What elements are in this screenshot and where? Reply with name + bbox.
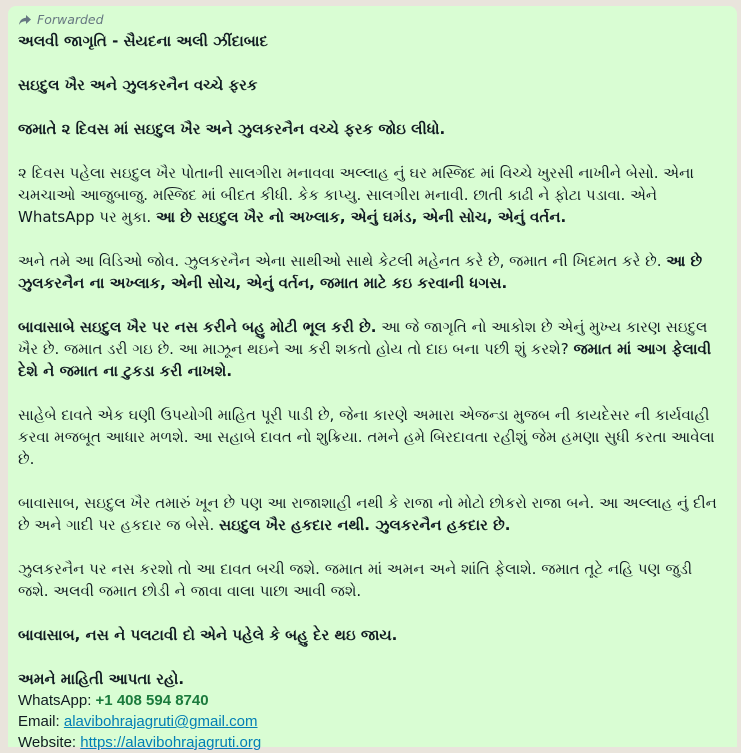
paragraph-nass: ઝુલકરનૈન પર નસ કરશો તો આ દાવત બચી જશે. જમાત માં અમન અને શાંતિ ફેલાશે. જમાત તૂટે નહિ પણ જુડી જશે. અલવી જમાત છોડી ને જાવા વાલા પાછા આવી જશે. xyxy=(18,560,693,600)
forward-arrow-icon xyxy=(18,14,32,26)
website-link[interactable]: https://alavibohrajagruti.org xyxy=(80,734,262,751)
closing-line: અમને માહિતી આપતા રહો. xyxy=(18,670,185,688)
heading-jamat-saw: જમાતે ૨ દિવસ માં સઇદુલ ખૈર અને ઝુલકરનૈન વચ્ચે ફરક જોઇ લીધો. xyxy=(18,120,446,138)
contact-whatsapp: WhatsApp: +1 408 594 8740 xyxy=(18,692,209,709)
forwarded-indicator xyxy=(18,12,727,28)
forwarded-label: Forwarded xyxy=(37,12,104,27)
paragraph-rightful: બાવાસાબ, સઇદુલ ખૈર તમારું ખૂન છે પણ આ રાજાશાહી નથી કે રાજા નો મોટો છોકરો રાજા બને. આ અલ્લાહ નું દીન છે અને ગાદી પર હકદાર જ બેસે. સઇદુલ ખૈર હકદાર નથી. ઝુલકરનૈન હકદાર છે. xyxy=(18,494,717,534)
paragraph-mistake: બાવાસાબે સઇદુલ ખૈર પર નસ કરીને બહુ મોટી ભૂલ કરી છે. આ જે જાગૃતિ નો આકોશ છે એનું મુખ્ય કારણ સઇદુલ ખૈર છે. જમાત ડરી ગઇ છે. આ માઝૂન થઇને આ કરી શકતો હોય તો દાઇ બના પછી શું કરશે? જમાત માં આગ ફેલાવી દેશે ને જમાત ના ટુકડા કરી નાખશે. xyxy=(18,318,712,380)
contact-website: Website: https://alavibohrajagruti.org xyxy=(18,734,262,751)
email-link[interactable]: alavibohrajagruti@gmail.com xyxy=(63,713,258,730)
heading-difference: સઇદુલ ખૈર અને ઝુલકરનૈન વચ્ચે ફરક xyxy=(18,76,258,94)
paragraph-dawat-info: સાહેબે દાવતે એક ઘણી ઉપયોગી માહિત પૂરી પાડી છે, જેના કારણે અમારા એજન્ડા મુજબ ની કાયદેસર ની કાર્યવાહી કરવા મજબૂત આધાર મળશે. આ સહાબે દાવત નો શુક્રિયા. તમને હમે બિરદાવતા રહીશું જેમ હમણા સુધી કરતા આવેલા છે. xyxy=(18,406,715,468)
paragraph-video: અને તમે આ વિડિઓ જોવ. ઝુલકરનૈન એના સાથીઓ સાથે કેટલી મહેનત કરે છે, જમાત ની ખિદમત કરે છે. આ છે ઝુલકરનૈન ના અખ્લાક, એની સોચ, એનું વર્તન, જમાત માટે કઇ કરવાની ધગસ. xyxy=(18,252,703,292)
message-title: અલવી જાગૃતિ - સૈયદના અલી ઝીંદાબાદ xyxy=(18,32,268,50)
whatsapp-phone-link[interactable]: +1 408 594 8740 xyxy=(95,692,209,709)
message-bubble[interactable] xyxy=(8,6,737,751)
paragraph-appeal: બાવાસાબ, નસ ને પલટાવી દો એને પહેલે કે બહુ દેર થઇ જાય. xyxy=(18,626,398,644)
contact-email: Email: alavibohrajagruti@gmail.com xyxy=(18,713,258,730)
paragraph-anniversary: ૨ દિવસ પહેલા સઇદુલ ખૈર પોતાની સાલગીરા મનાવવા અલ્લાહ નું ઘર મસ્જિદ માં વિચ્ચે ખુરસી નાખીને બેસો. એના ચમચાઓ આજુબાજુ. મસ્જિદ માં બીદત કીધી. કેક કાપ્યુ. સાલગીરા મનાવી. છાતી કાઢી ને ફોટા પડાવા. એને WhatsApp પર મુકા. આ છે સઇદુલ ખૈર નો અખ્લાક, એનું ઘમંડ, એની સોચ, એનું વર્તન. xyxy=(18,164,694,226)
